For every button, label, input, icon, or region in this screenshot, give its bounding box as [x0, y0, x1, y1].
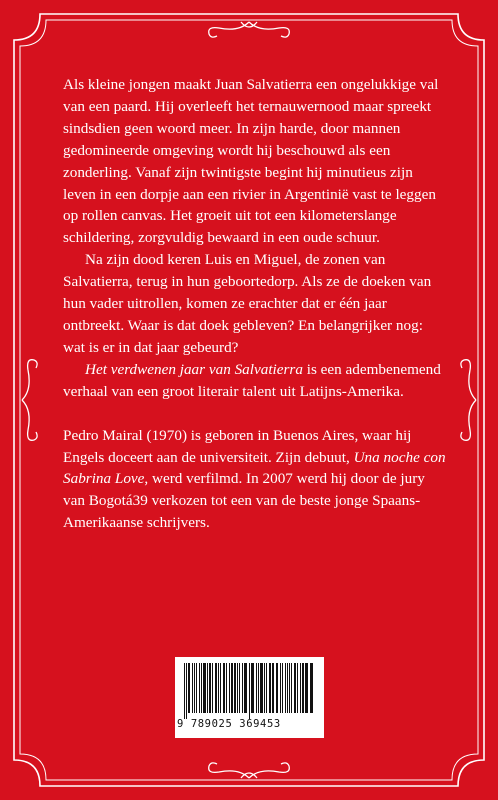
barcode-bar [229, 663, 230, 713]
barcode-bar [258, 663, 259, 713]
barcode-bar [218, 663, 219, 713]
barcode-bar [266, 663, 267, 713]
barcode-bar [282, 663, 283, 713]
barcode-bar [294, 663, 296, 713]
barcode-bar [310, 663, 313, 713]
author-bio-part-1: Pedro Mairal (1970) is geboren in Buenos Aires, waar hij Engels doceert aan de universiteit. Zijn debuut, [63, 426, 412, 466]
barcode-bar [276, 663, 278, 713]
author-bio-part-2: , werd verfilmd. In 2007 werd hij door de jury van Bogotá39 verkozen tot een van de beste jonge Spaans-Amerikaanse schrijvers. [63, 470, 425, 532]
barcode-bar [264, 663, 265, 713]
barcode-bar [305, 663, 308, 713]
barcode-bar [260, 663, 263, 713]
barcode-bar [223, 663, 225, 713]
barcode-bar [231, 663, 233, 713]
barcode-bar [192, 663, 193, 713]
barcode-bars [182, 663, 317, 721]
barcode-bar [220, 663, 221, 713]
blurb-paragraph-2: Na zijn dood keren Luis en Miguel, de zonen van Salvatierra, terug in hun geboortedorp. Als ze de doeken van hun vader uitrollen, komen ze erachter dat er één jaar ontbreekt. Waar is dat doek gebleven? En belangrijker nog: wat is er in dat jaar gebeurd? [63, 251, 432, 356]
barcode-bar [184, 663, 185, 719]
barcode-bar [251, 663, 254, 713]
barcode-bar [188, 663, 190, 713]
barcode-bar [297, 663, 298, 713]
barcode-bar [226, 663, 227, 713]
barcode-bar [280, 663, 281, 713]
blurb-paragraph-1: Als kleine jongen maakt Juan Salvatierra een ongelukkige val van een paard. Hij overleeft het ternauwernood maar spreekt sindsdien geen woord meer. In zijn harde, door mannen gedomineerde omgeving wordt hij beschouwd als een zonderling. Vanaf zijn twintigste begint hij minutieus zijn leven in een dorpje aan een rivier in Argentinië vast te leggen op rollen canvas. Het groeit uit tot een kilometerslange schildering, zorgvuldig bewaard in een oude schuur. [63, 76, 439, 247]
barcode-bar [201, 663, 202, 713]
barcode-bar [186, 663, 187, 719]
barcode-bar [302, 663, 304, 713]
barcode-bar [289, 663, 290, 713]
barcode-bar [199, 663, 200, 713]
barcode-bar [242, 663, 243, 713]
barcode-bar [207, 663, 208, 713]
barcode-bar [212, 663, 213, 713]
barcode-bar [196, 663, 197, 713]
blurb-paragraph-3 [63, 359, 447, 403]
barcode-bar [256, 663, 257, 713]
barcode-bar [203, 663, 206, 713]
blurb-text [63, 74, 447, 534]
blurb-paragraph-3-rest: is een adembenemend verhaal van een groot literair talent uit Latijns-Amerika. [63, 360, 441, 400]
barcode-bar [194, 663, 195, 713]
author-bio [63, 425, 447, 535]
barcode-bar [237, 663, 238, 713]
barcode-bar [209, 663, 211, 713]
barcode-bar [244, 663, 247, 713]
barcode-bar [239, 663, 240, 713]
book-title: Het verdwenen jaar van Salvatierra [85, 360, 303, 378]
barcode-bar [285, 663, 286, 713]
barcode [175, 657, 324, 738]
barcode-bar [291, 663, 292, 713]
barcode-bar [234, 663, 236, 713]
barcode-bar [269, 663, 271, 713]
barcode-bar [272, 663, 274, 713]
debut-title: Una noche con Sabrina Love [63, 448, 446, 488]
isbn-number: 9 789025 369453 [177, 718, 281, 730]
barcode-bar [300, 663, 301, 713]
barcode-bar [287, 663, 288, 713]
barcode-bar [215, 663, 217, 713]
barcode-bar [249, 663, 250, 719]
